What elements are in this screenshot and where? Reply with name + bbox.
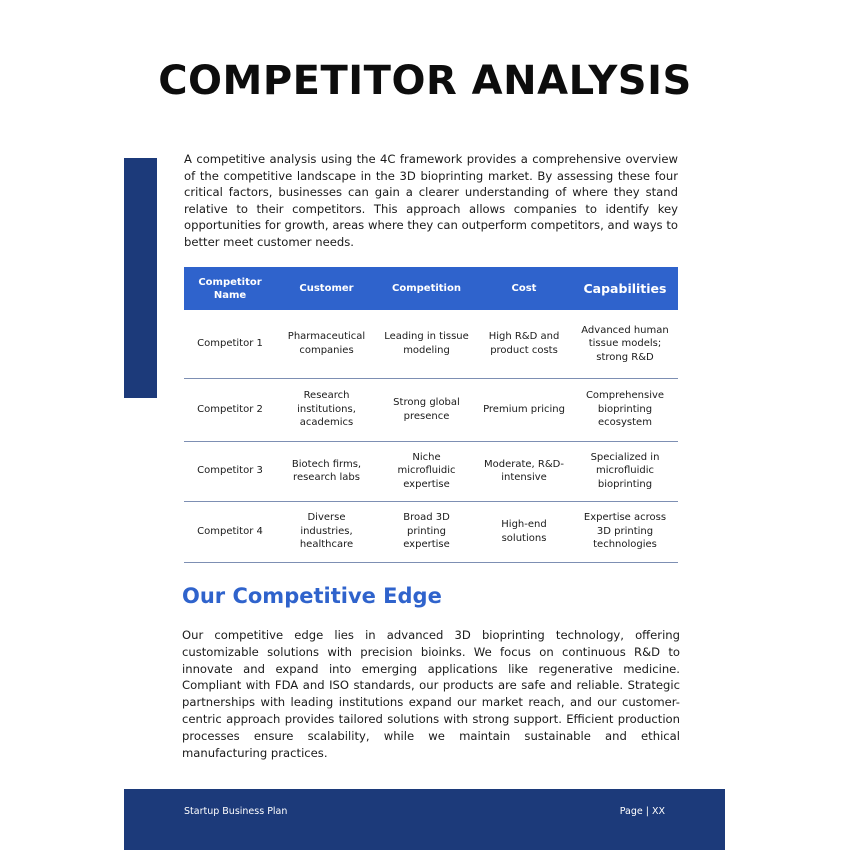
table-row <box>184 310 678 378</box>
decorative-side-bar <box>124 158 157 398</box>
page-title: COMPETITOR ANALYSIS <box>158 58 692 104</box>
table-cell: Specialized in microfluidic bioprinting <box>572 441 678 501</box>
table-cell: Niche microfluidic expertise <box>377 441 476 501</box>
header-competition: Competition <box>377 267 476 310</box>
table-cell: High R&D and product costs <box>476 310 572 378</box>
section-heading-competitive-edge: Our Competitive Edge <box>182 584 442 608</box>
header-customer: Customer <box>276 267 377 310</box>
table-cell: Leading in tissue modeling <box>377 310 476 378</box>
table-cell: Pharmaceutical companies <box>276 310 377 378</box>
table-cell: Broad 3D printing expertise <box>377 501 476 562</box>
table-cell: Advanced human tissue models; strong R&D <box>572 310 678 378</box>
table-header-row <box>184 267 678 310</box>
table-cell: High-end solutions <box>476 501 572 562</box>
table-cell: Research institutions, academics <box>276 378 377 441</box>
table-cell: Expertise across 3D printing technologies <box>572 501 678 562</box>
table-cell: Competitor 3 <box>184 441 276 501</box>
competitive-edge-paragraph: Our competitive edge lies in advanced 3D bioprinting technology, offering customizable solutions with precision bioinks. We focus on continuous R&D to innovate and expand into emerging applications like regenerative medicine. Compliant with FDA and ISO standards, our products are safe and reliable. Strategic partnerships with leading institutions expand our market reach, and our customer-centric approach provides tailored solutions with strong support. Efficient production processes ensure scalability, while we maintain sustainable and ethical manufacturing practices. <box>182 628 680 760</box>
table-cell: Strong global presence <box>377 378 476 441</box>
competitor-table <box>184 267 678 563</box>
table-row <box>184 378 678 441</box>
header-cost: Cost <box>476 267 572 310</box>
table-cell: Premium pricing <box>476 378 572 441</box>
footer-document-title: Startup Business Plan <box>184 806 288 817</box>
table-cell: Moderate, R&D-intensive <box>476 441 572 501</box>
table-cell: Comprehensive bioprinting ecosystem <box>572 378 678 441</box>
table-cell: Diverse industries, healthcare <box>276 501 377 562</box>
header-capabilities: Capabilities <box>572 267 678 310</box>
page-footer <box>124 789 725 850</box>
table-cell: Competitor 1 <box>184 310 276 378</box>
table-cell: Competitor 2 <box>184 378 276 441</box>
intro-paragraph: A competitive analysis using the 4C framework provides a comprehensive overview of the competitive landscape in the 3D bioprinting market. By assessing these four critical factors, businesses can gain a clearer understanding of where they stand relative to their competitors. This approach allows companies to identify key opportunities for growth, areas where they can outperform competitors, and ways to better meet customer needs. <box>184 152 678 249</box>
footer-page-number: Page | XX <box>619 806 665 817</box>
table-row <box>184 441 678 501</box>
table-row <box>184 501 678 562</box>
table-cell: Competitor 4 <box>184 501 276 562</box>
header-competitor-name: Competitor Name <box>184 267 276 310</box>
table-cell: Biotech firms, research labs <box>276 441 377 501</box>
